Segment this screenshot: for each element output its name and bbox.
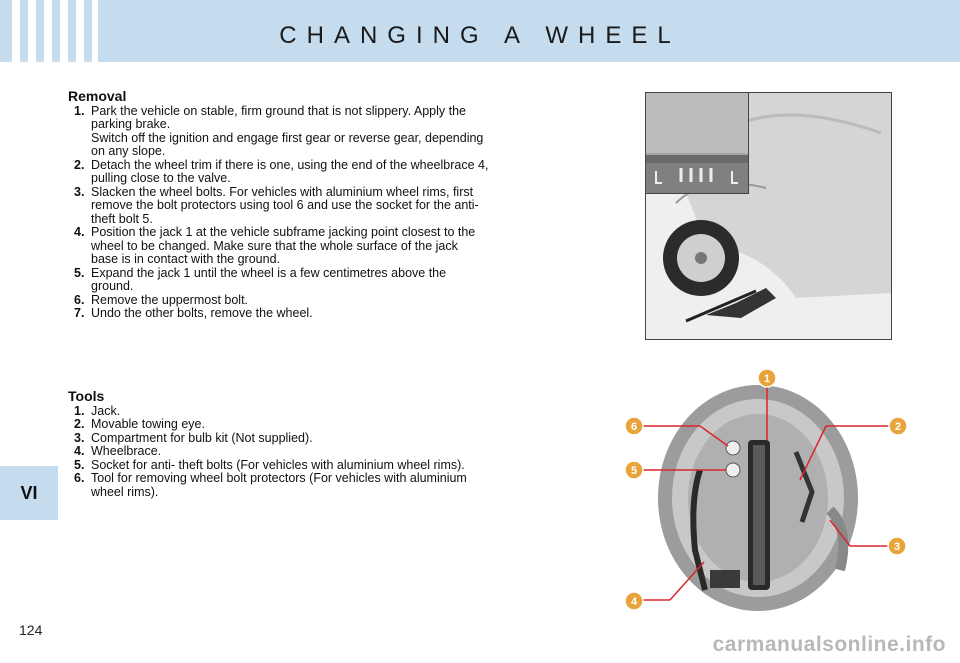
svg-text:5: 5 — [630, 465, 638, 477]
tools-item-number: 6. — [74, 471, 85, 485]
removal-item-line: parking brake. — [91, 117, 171, 131]
tools-item-line: Jack. — [91, 403, 121, 418]
callout-1 — [758, 369, 776, 387]
tools-item-number: 3. — [74, 430, 85, 445]
removal-item-number: 5. — [74, 265, 85, 280]
tools-item-line: Socket for anti- theft bolts (For vehicles with aluminium wheel rims). — [91, 457, 465, 472]
removal-item — [68, 307, 608, 321]
tools-item-line: Wheelbrace. — [91, 444, 162, 458]
tools-item-line: Movable towing eye. — [91, 417, 205, 431]
removal-item-line: remove the bolt protectors using tool 6 and use the socket for the anti- — [91, 198, 479, 212]
header-stripe — [28, 0, 36, 62]
callout-6 — [625, 417, 643, 435]
removal-item-number: 4. — [74, 225, 85, 239]
removal-item-line: on any slope. — [91, 144, 166, 158]
removal-item-line: pulling close to the valve. — [91, 171, 231, 185]
tools-item — [68, 405, 588, 419]
tools-item — [68, 418, 588, 432]
subframe-detail — [646, 93, 748, 193]
removal-item-line: Park the vehicle on stable, firm ground that is not slippery. Apply the — [91, 103, 466, 118]
svg-text:1: 1 — [763, 373, 771, 385]
removal-item — [68, 294, 608, 308]
svg-text:2: 2 — [894, 421, 902, 433]
callout-5 — [625, 461, 643, 479]
chapter-tab: VI — [0, 466, 58, 520]
removal-item — [68, 226, 608, 267]
callout-2 — [889, 417, 907, 435]
removal-item-line: Undo the other bolts, remove the wheel. — [91, 306, 313, 320]
removal-item-line: base is in contact with the ground. — [91, 252, 281, 266]
removal-item-number: 6. — [74, 292, 85, 307]
removal-item — [68, 159, 608, 186]
removal-section — [68, 90, 608, 321]
tools-item-line: Tool for removing wheel bolt protectors (For vehicles with aluminium — [91, 471, 467, 485]
tools-item — [68, 432, 588, 446]
removal-item-line: theft bolt 5. — [91, 211, 153, 226]
removal-item-line: ground. — [91, 279, 134, 293]
svg-text:4: 4 — [630, 596, 638, 608]
removal-item-line: Position the jack 1 at the vehicle subframe jacking point closest to the — [91, 225, 476, 239]
removal-item-line: wheel to be changed. Make sure that the whole surface of the jack — [91, 238, 458, 253]
tools-section — [68, 390, 588, 499]
removal-item-number: 3. — [74, 184, 85, 199]
header-stripe — [12, 0, 20, 62]
tools-item-number: 1. — [74, 403, 85, 418]
removal-item-number: 1. — [74, 103, 85, 118]
removal-item — [68, 267, 608, 294]
tools-item-number: 5. — [74, 457, 85, 472]
removal-heading: Removal — [68, 88, 127, 104]
callout-4 — [625, 592, 643, 610]
jacking-point-inset — [645, 92, 749, 194]
tools-item-number: 4. — [74, 444, 85, 458]
svg-text:3: 3 — [893, 541, 901, 553]
header-band — [0, 0, 960, 62]
tools-item-line: Compartment for bulb kit (Not supplied). — [91, 430, 313, 445]
removal-item-line: Detach the wheel trim if there is one, using the end of the wheelbrace 4, — [91, 157, 489, 172]
header-stripe — [44, 0, 52, 62]
tools-item-number: 2. — [74, 417, 85, 431]
header-stripe — [76, 0, 84, 62]
tools-item — [68, 472, 588, 499]
tools-item — [68, 445, 588, 459]
tools-item — [68, 459, 588, 473]
svg-text:6: 6 — [630, 421, 638, 433]
header-stripe — [92, 0, 98, 62]
tools-heading: Tools — [68, 388, 105, 404]
page-number: 124 — [19, 622, 43, 638]
removal-item-number: 2. — [74, 157, 85, 172]
removal-item-line: Expand the jack 1 until the wheel is a few centimetres above the — [91, 265, 447, 280]
removal-item — [68, 186, 608, 227]
callout-3 — [888, 537, 906, 555]
removal-item-line: Slacken the wheel bolts. For vehicles with aluminium wheel rims, first — [91, 184, 474, 199]
watermark: carmanualsonline.info — [712, 633, 946, 656]
removal-item-line: Switch off the ignition and engage first gear or reverse gear, depending — [91, 130, 484, 145]
removal-item-line: Remove the uppermost bolt. — [91, 292, 249, 307]
spare-wheel-well-illustration — [600, 360, 930, 620]
tools-diagram — [600, 360, 930, 620]
tools-item-line: wheel rims). — [91, 484, 159, 499]
page-title: CHANGING A WHEEL — [279, 22, 681, 49]
header-stripe — [60, 0, 68, 62]
removal-item — [68, 105, 608, 159]
removal-item-number: 7. — [74, 306, 85, 320]
